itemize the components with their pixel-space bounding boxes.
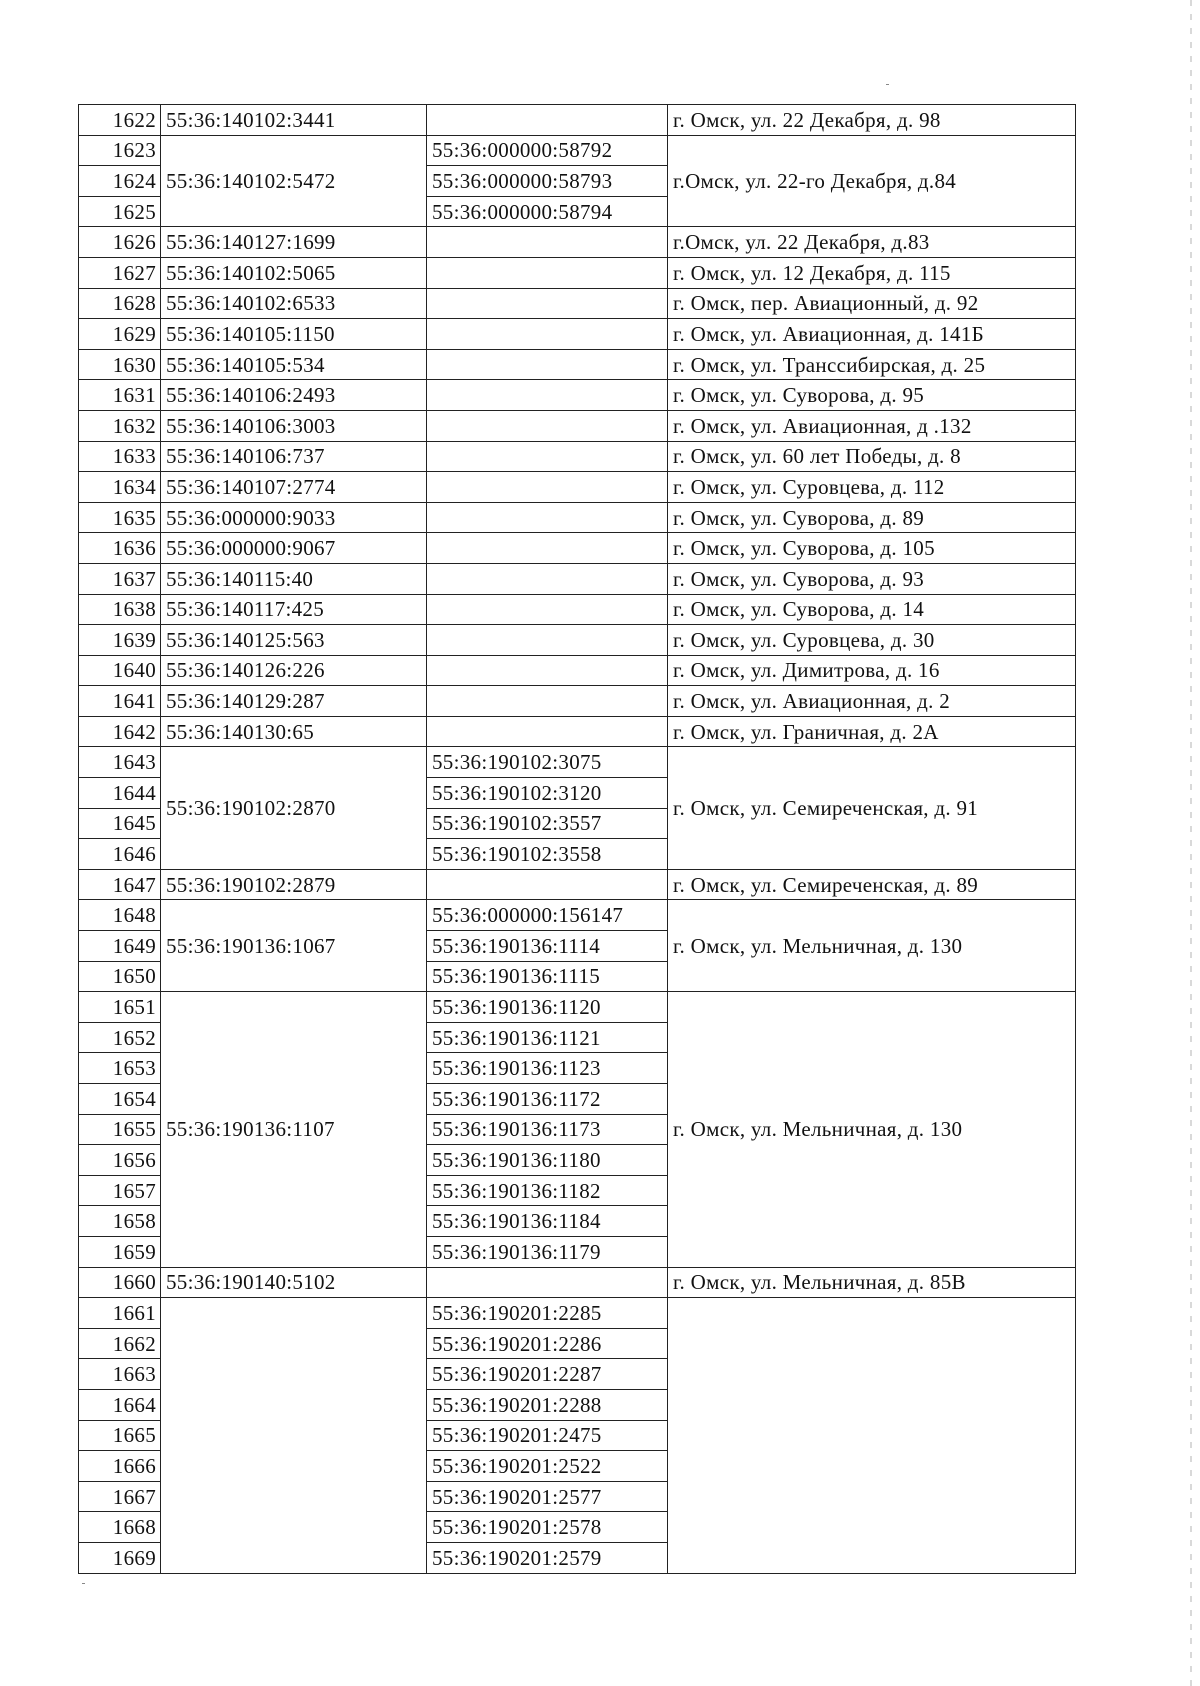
registry-body (79, 105, 1076, 1574)
related-cadastral-cell (427, 563, 668, 594)
cadastral-number-cell: 55:36:140126:226 (161, 655, 427, 686)
related-cadastral-cell (427, 655, 668, 686)
related-cadastral-cell: 55:36:190102:3558 (427, 839, 668, 870)
row-number-cell: 1657 (79, 1175, 161, 1206)
row-number-cell: 1649 (79, 931, 161, 962)
cadastral-number-cell: 55:36:140102:5065 (161, 257, 427, 288)
address-cell: г. Омск, ул. Авиационная, д .132 (668, 410, 1076, 441)
related-cadastral-cell (427, 227, 668, 258)
table-row (79, 288, 1076, 319)
cadastral-number-cell: 55:36:140115:40 (161, 563, 427, 594)
related-cadastral-cell: 55:36:190136:1123 (427, 1053, 668, 1084)
address-cell: г. Омск, ул. Мельничная, д. 130 (668, 992, 1076, 1267)
related-cadastral-cell (427, 533, 668, 564)
related-cadastral-cell (427, 288, 668, 319)
row-number-cell: 1627 (79, 257, 161, 288)
related-cadastral-cell (427, 502, 668, 533)
related-cadastral-cell (427, 686, 668, 717)
table-row (79, 625, 1076, 656)
row-number-cell: 1636 (79, 533, 161, 564)
row-number-cell: 1646 (79, 839, 161, 870)
table-row (79, 105, 1076, 136)
related-cadastral-cell (427, 349, 668, 380)
address-cell: г. Омск, ул. Суворова, д. 89 (668, 502, 1076, 533)
row-number-cell: 1662 (79, 1328, 161, 1359)
related-cadastral-cell: 55:36:190136:1182 (427, 1175, 668, 1206)
table-row (79, 502, 1076, 533)
cadastral-number-cell: 55:36:140102:3441 (161, 105, 427, 136)
related-cadastral-cell: 55:36:190136:1184 (427, 1206, 668, 1237)
related-cadastral-cell (427, 380, 668, 411)
cadastral-number-cell: 55:36:140105:534 (161, 349, 427, 380)
related-cadastral-cell: 55:36:190201:2522 (427, 1451, 668, 1482)
related-cadastral-cell: 55:36:190201:2286 (427, 1328, 668, 1359)
related-cadastral-cell: 55:36:190136:1120 (427, 992, 668, 1023)
related-cadastral-cell: 55:36:190136:1173 (427, 1114, 668, 1145)
address-cell: г. Омск, ул. Авиационная, д. 141Б (668, 319, 1076, 350)
related-cadastral-cell: 55:36:000000:58793 (427, 166, 668, 197)
row-number-cell: 1645 (79, 808, 161, 839)
related-cadastral-cell: 55:36:000000:58792 (427, 135, 668, 166)
cadastral-number-cell: 55:36:190136:1107 (161, 992, 427, 1267)
table-row (79, 747, 1076, 778)
row-number-cell: 1653 (79, 1053, 161, 1084)
table-row (79, 533, 1076, 564)
address-cell: г. Омск, ул. Суворова, д. 95 (668, 380, 1076, 411)
cadastral-number-cell: 55:36:140106:3003 (161, 410, 427, 441)
table-row (79, 594, 1076, 625)
row-number-cell: 1634 (79, 472, 161, 503)
table-row (79, 441, 1076, 472)
related-cadastral-cell (427, 1267, 668, 1298)
row-number-cell: 1626 (79, 227, 161, 258)
related-cadastral-cell: 55:36:190136:1114 (427, 931, 668, 962)
row-number-cell: 1624 (79, 166, 161, 197)
cadastral-number-cell: 55:36:140102:6533 (161, 288, 427, 319)
row-number-cell: 1637 (79, 563, 161, 594)
table-row (79, 1267, 1076, 1298)
cadastral-number-cell: 55:36:140127:1699 (161, 227, 427, 258)
table-row (79, 655, 1076, 686)
cadastral-number-cell (161, 1298, 427, 1573)
scan-edge-line (1190, 0, 1192, 1686)
scan-speck (886, 84, 889, 85)
table-row (79, 1298, 1076, 1329)
row-number-cell: 1623 (79, 135, 161, 166)
cadastral-number-cell: 55:36:190140:5102 (161, 1267, 427, 1298)
related-cadastral-cell: 55:36:190201:2578 (427, 1512, 668, 1543)
row-number-cell: 1643 (79, 747, 161, 778)
row-number-cell: 1664 (79, 1389, 161, 1420)
table-row (79, 686, 1076, 717)
address-cell: г. Омск, ул. Семиреченская, д. 89 (668, 869, 1076, 900)
related-cadastral-cell: 55:36:190102:3075 (427, 747, 668, 778)
registry-table (78, 104, 1076, 1574)
table-row (79, 380, 1076, 411)
row-number-cell: 1639 (79, 625, 161, 656)
address-cell (668, 1298, 1076, 1573)
cadastral-number-cell: 55:36:000000:9067 (161, 533, 427, 564)
row-number-cell: 1665 (79, 1420, 161, 1451)
row-number-cell: 1633 (79, 441, 161, 472)
cadastral-number-cell: 55:36:140107:2774 (161, 472, 427, 503)
related-cadastral-cell: 55:36:190136:1179 (427, 1236, 668, 1267)
related-cadastral-cell: 55:36:000000:156147 (427, 900, 668, 931)
row-number-cell: 1667 (79, 1481, 161, 1512)
row-number-cell: 1622 (79, 105, 161, 136)
table-row (79, 563, 1076, 594)
related-cadastral-cell (427, 716, 668, 747)
cadastral-number-cell: 55:36:140105:1150 (161, 319, 427, 350)
table-row (79, 472, 1076, 503)
related-cadastral-cell: 55:36:190136:1115 (427, 961, 668, 992)
address-cell: г. Омск, ул. 22 Декабря, д. 98 (668, 105, 1076, 136)
row-number-cell: 1631 (79, 380, 161, 411)
table-row (79, 319, 1076, 350)
address-cell: г.Омск, ул. 22-го Декабря, д.84 (668, 135, 1076, 227)
related-cadastral-cell: 55:36:190136:1121 (427, 1022, 668, 1053)
address-cell: г. Омск, ул. Суворова, д. 93 (668, 563, 1076, 594)
row-number-cell: 1661 (79, 1298, 161, 1329)
row-number-cell: 1659 (79, 1236, 161, 1267)
row-number-cell: 1640 (79, 655, 161, 686)
row-number-cell: 1660 (79, 1267, 161, 1298)
row-number-cell: 1630 (79, 349, 161, 380)
row-number-cell: 1669 (79, 1542, 161, 1573)
address-cell: г. Омск, ул. Граничная, д. 2А (668, 716, 1076, 747)
table-row (79, 257, 1076, 288)
row-number-cell: 1656 (79, 1145, 161, 1176)
row-number-cell: 1642 (79, 716, 161, 747)
row-number-cell: 1635 (79, 502, 161, 533)
cadastral-number-cell: 55:36:140117:425 (161, 594, 427, 625)
row-number-cell: 1641 (79, 686, 161, 717)
cadastral-number-cell: 55:36:190102:2870 (161, 747, 427, 869)
table-row (79, 410, 1076, 441)
cadastral-number-cell: 55:36:140130:65 (161, 716, 427, 747)
address-cell: г. Омск, ул. Мельничная, д. 85В (668, 1267, 1076, 1298)
related-cadastral-cell (427, 410, 668, 441)
cadastral-number-cell: 55:36:190102:2879 (161, 869, 427, 900)
row-number-cell: 1658 (79, 1206, 161, 1237)
row-number-cell: 1650 (79, 961, 161, 992)
address-cell: г. Омск, ул. Суворова, д. 14 (668, 594, 1076, 625)
cadastral-number-cell: 55:36:190136:1067 (161, 900, 427, 992)
scan-speck (82, 1583, 85, 1584)
table-row (79, 227, 1076, 258)
table-row (79, 716, 1076, 747)
related-cadastral-cell: 55:36:000000:58794 (427, 196, 668, 227)
related-cadastral-cell (427, 594, 668, 625)
row-number-cell: 1663 (79, 1359, 161, 1390)
related-cadastral-cell (427, 319, 668, 350)
related-cadastral-cell: 55:36:190102:3120 (427, 778, 668, 809)
address-cell: г. Омск, ул. Мельничная, д. 130 (668, 900, 1076, 992)
row-number-cell: 1632 (79, 410, 161, 441)
address-cell: г. Омск, ул. Транссибирская, д. 25 (668, 349, 1076, 380)
row-number-cell: 1651 (79, 992, 161, 1023)
row-number-cell: 1668 (79, 1512, 161, 1543)
related-cadastral-cell: 55:36:190136:1180 (427, 1145, 668, 1176)
related-cadastral-cell (427, 257, 668, 288)
related-cadastral-cell: 55:36:190201:2577 (427, 1481, 668, 1512)
related-cadastral-cell: 55:36:190201:2475 (427, 1420, 668, 1451)
related-cadastral-cell: 55:36:190201:2285 (427, 1298, 668, 1329)
address-cell: г. Омск, ул. Суровцева, д. 30 (668, 625, 1076, 656)
address-cell: г. Омск, ул. Суворова, д. 105 (668, 533, 1076, 564)
cadastral-number-cell: 55:36:140125:563 (161, 625, 427, 656)
address-cell: г. Омск, ул. Суровцева, д. 112 (668, 472, 1076, 503)
table-row (79, 135, 1076, 166)
related-cadastral-cell (427, 869, 668, 900)
related-cadastral-cell: 55:36:190136:1172 (427, 1084, 668, 1115)
row-number-cell: 1666 (79, 1451, 161, 1482)
table-row (79, 869, 1076, 900)
cadastral-number-cell: 55:36:140106:737 (161, 441, 427, 472)
cadastral-number-cell: 55:36:140129:287 (161, 686, 427, 717)
row-number-cell: 1625 (79, 196, 161, 227)
related-cadastral-cell: 55:36:190201:2579 (427, 1542, 668, 1573)
row-number-cell: 1654 (79, 1084, 161, 1115)
address-cell: г. Омск, ул. 60 лет Победы, д. 8 (668, 441, 1076, 472)
related-cadastral-cell: 55:36:190201:2288 (427, 1389, 668, 1420)
address-cell: г. Омск, пер. Авиационный, д. 92 (668, 288, 1076, 319)
related-cadastral-cell: 55:36:190201:2287 (427, 1359, 668, 1390)
table-row (79, 900, 1076, 931)
cadastral-number-cell: 55:36:140106:2493 (161, 380, 427, 411)
related-cadastral-cell: 55:36:190102:3557 (427, 808, 668, 839)
address-cell: г. Омск, ул. 12 Декабря, д. 115 (668, 257, 1076, 288)
row-number-cell: 1628 (79, 288, 161, 319)
table-row (79, 992, 1076, 1023)
cadastral-number-cell: 55:36:000000:9033 (161, 502, 427, 533)
related-cadastral-cell (427, 625, 668, 656)
related-cadastral-cell (427, 472, 668, 503)
address-cell: г. Омск, ул. Авиационная, д. 2 (668, 686, 1076, 717)
related-cadastral-cell (427, 441, 668, 472)
address-cell: г. Омск, ул. Семиреченская, д. 91 (668, 747, 1076, 869)
address-cell: г.Омск, ул. 22 Декабря, д.83 (668, 227, 1076, 258)
row-number-cell: 1644 (79, 778, 161, 809)
row-number-cell: 1647 (79, 869, 161, 900)
address-cell: г. Омск, ул. Димитрова, д. 16 (668, 655, 1076, 686)
row-number-cell: 1652 (79, 1022, 161, 1053)
row-number-cell: 1648 (79, 900, 161, 931)
table-row (79, 349, 1076, 380)
row-number-cell: 1655 (79, 1114, 161, 1145)
row-number-cell: 1638 (79, 594, 161, 625)
cadastral-number-cell: 55:36:140102:5472 (161, 135, 427, 227)
row-number-cell: 1629 (79, 319, 161, 350)
related-cadastral-cell (427, 105, 668, 136)
